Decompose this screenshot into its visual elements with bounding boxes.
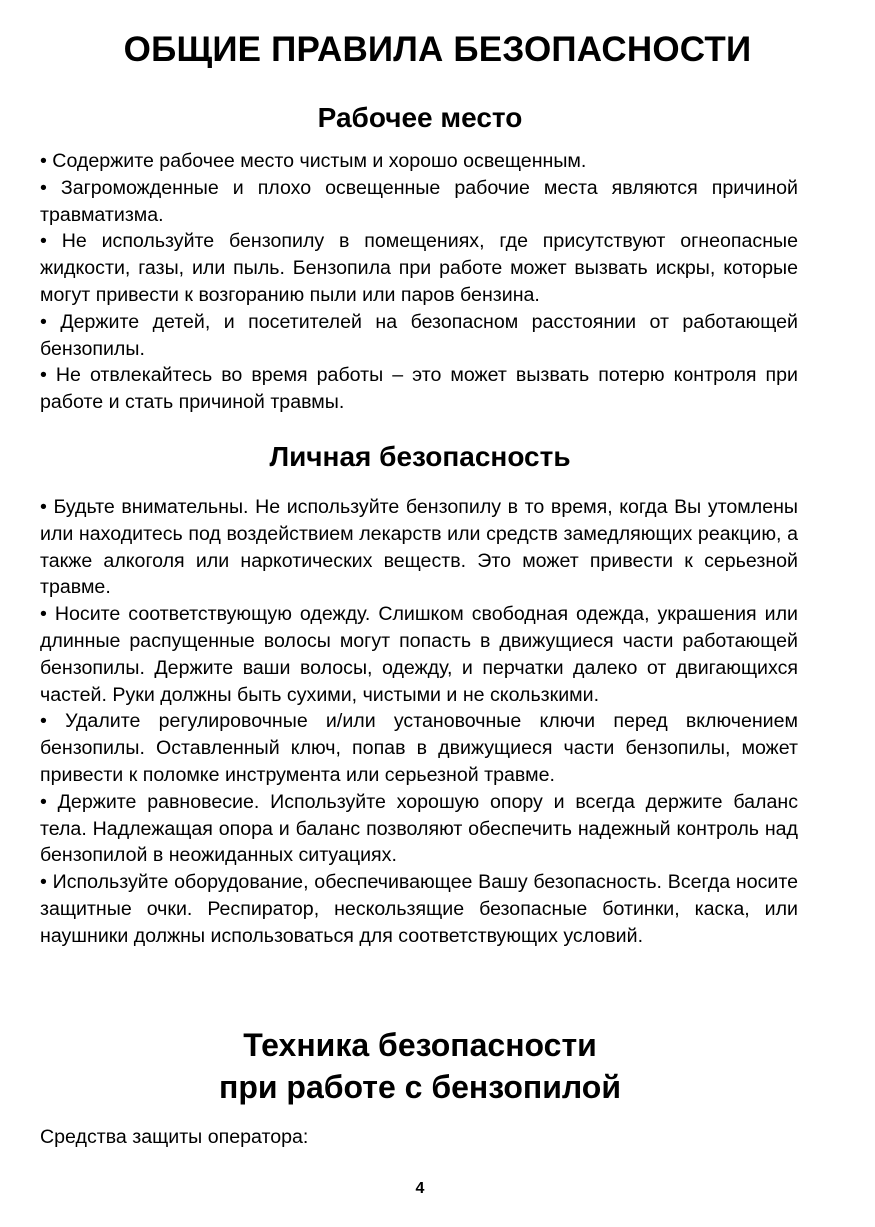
list-item: • Содержите рабочее место чистым и хорошо освещенным. [40,150,587,172]
workplace-list [40,148,798,416]
list-item: • Не отвлекайтесь во время работы – это может вызвать потерю контроля при работе и стать причиной травмы. [40,364,798,414]
chainsaw-heading-line2: при работе с бензопилой [218,1069,621,1105]
list-item: • Держите равновесие. Используйте хорошую опору и всегда держите баланс тела. Надлежащая опора и баланс позволяют обеспечить надежный контроль над бензопилой в неожиданных ситуациях. [40,790,798,867]
operator-protection-label: Средства защиты оператора: [40,1126,309,1148]
page-title: ОБЩИЕ ПРАВИЛА БЕЗОПАСНОСТИ [123,30,752,69]
section-heading-personal-safety: Личная безопасность [269,441,571,472]
list-item: • Удалите регулировочные и/или установочные ключи перед включением бензопилы. Оставленный ключ, попав в движущиеся части бензопилы, может привести к поломке инструмента или серьезной травме. [40,710,798,786]
chainsaw-heading-line1: Техника безопасности [243,1027,597,1063]
personal-safety-list [40,494,798,950]
section-heading-workplace: Рабочее место [317,102,523,133]
list-item: • Будьте внимательны. Не используйте бензопилу в то время, когда Вы утомлены или находитесь под воздействием лекарств или средств замедляющих реакцию, а также алкоголя или наркотических веществ. Это может привести к серьезной травме. [40,496,798,599]
list-item: • Загроможденные и плохо освещенные рабочие места являются причиной травматизма. [40,176,798,226]
page-number: 4 [415,1180,425,1197]
list-item: • Не используйте бензопилу в помещениях, где присутствуют огнеопасные жидкости, газы, или пыль. Бензопила при работе может вызвать искры, которые могут привести к возгоранию пыли или паров бензина. [40,230,798,306]
list-item: • Держите детей, и посетителей на безопасном расстоянии от работающей бензопилы. [40,310,798,360]
list-item: • Используйте оборудование, обеспечивающее Вашу безопасность. Всегда носите защитные очки. Респиратор, нескользящие безопасные ботинки, каска, или наушники должны использоваться для соответствующих условий. [40,871,798,947]
list-item: • Носите соответствующую одежду. Слишком свободная одежда, украшения или длинные распущенные волосы могут попасть в движущиеся части работающей бензопилы. Держите ваши волосы, одежду, и перчатки далеко от двигающихся частей. Руки должны быть сухими, чистыми и не скользкими. [40,603,798,706]
chainsaw-safety-heading [0,1024,840,1108]
